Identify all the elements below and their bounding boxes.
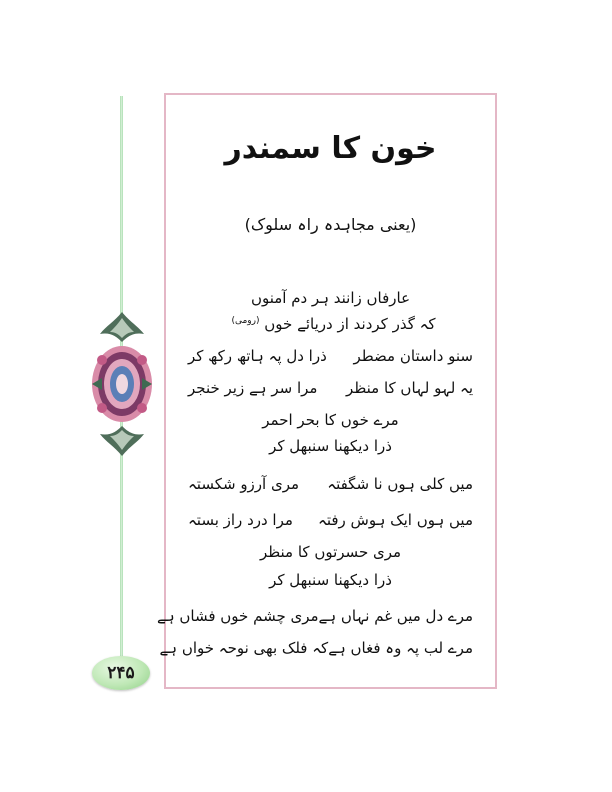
hemistich: مرا سر ہے زیر خنجر [188,379,318,397]
page-number: ۲۴۵ [107,663,135,683]
page-number-badge [92,656,150,690]
hemistich: ذرا دل پہ ہاتھ رکھ کر [188,347,327,365]
stanza2-couplet-2 [188,511,473,529]
hemistich: کہ فلک بھی نوحہ خواں ہے [159,639,329,657]
hemistich: یہ لہو لہاں کا منظر [346,379,473,397]
ornament-top-leaf [100,312,144,342]
stanza1-couplet-1 [188,347,473,365]
stanza2-couplet-1 [188,475,473,493]
stanza3-couplet-2 [159,639,473,657]
stanza2-refrain-1: مری حسرتوں کا منظر [259,543,402,561]
hemistich: مرا درد راز بستہ [188,511,293,529]
stanza1-refrain-2: ذرا دیکھنا سنبھل کر [269,437,392,455]
hemistich: میں کلی ہوں نا شگفتہ [327,475,473,493]
hemistich: مری آرزو شکستہ [188,475,300,493]
persian-verse-line-2 [188,315,473,333]
poem-title: خون کا سمندر [224,131,437,166]
persian-verse-text: کہ گذر کردند از دریائے خوں [264,315,436,333]
page-frame [157,93,497,689]
hemistich: مرے لب پہ وہ فغاں ہے [328,639,473,657]
ornament-center-medallion [92,346,152,422]
ornament-bottom-leaf [100,426,144,456]
stanza2-refrain-2: ذرا دیکھنا سنبھل کر [269,571,392,589]
hemistich: مرے دل میں غم نہاں ہے [318,607,473,625]
hemistich: مری چشم خوں فشاں ہے [157,607,319,625]
stanza3-couplet-1 [157,607,473,625]
stanza1-refrain-1: مرے خوں کا بحر احمر [262,411,399,429]
persian-verse-line-1: عارفاں زانند ہر دم آمنوں [250,289,411,307]
poem-subtitle: (یعنی مجاہدہ راہ سلوک) [244,215,417,234]
floral-ornament-icon [88,308,156,460]
poem-content [157,95,495,687]
stanza1-couplet-2 [188,379,473,397]
hemistich: میں ہوں ایک ہوش رفتہ [318,511,473,529]
hemistich: سنو داستان مضطر [353,347,473,365]
persian-verse-attribution: (رومی) [231,316,260,326]
